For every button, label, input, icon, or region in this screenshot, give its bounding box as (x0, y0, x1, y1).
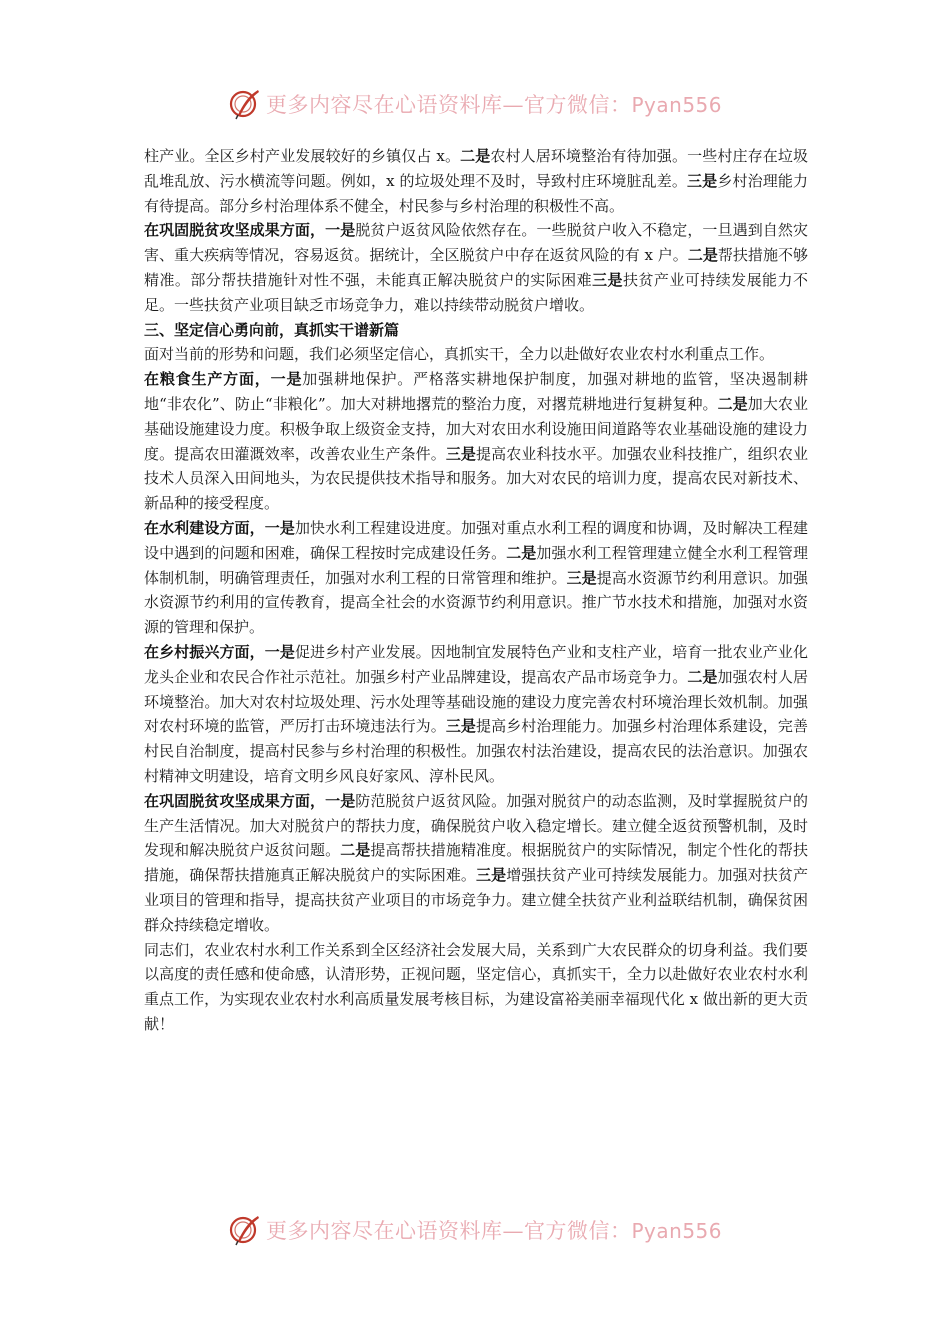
bold-run: 三是 (476, 866, 507, 885)
paragraph (144, 789, 808, 938)
quill-pen-logo-icon (228, 87, 262, 121)
bold-run: 三、坚定信心勇向前，真抓实干谱新篇 (144, 320, 400, 339)
quill-pen-logo-icon (228, 1213, 262, 1247)
paragraph (144, 938, 808, 1037)
bold-run: 在巩固脱贫攻坚成果方面，一是 (144, 221, 356, 240)
footer-banner (0, 1210, 950, 1250)
text-run: 脱贫户返贫风险依然存在。一些脱贫户收入不稳定，一旦遇到自然灾害、重大疾病等情况，容易返贫。据统计，全区脱贫户中存在返贫风险的有 x 户。 (144, 221, 808, 265)
text-run: 加强水利工程管理建立健全水利工程管理体制机制，明确管理责任，加强对水利工程的日常管理和维护。 (144, 543, 808, 587)
wechat-id: Pyan556 (631, 93, 723, 117)
bold-run: 三是 (687, 171, 718, 190)
bold-run: 二是 (687, 246, 718, 265)
paragraph (144, 367, 808, 516)
bold-run: 在巩固脱贫攻坚成果方面，一是 (144, 791, 356, 810)
banner-text: 更多内容尽在心语资料库—官方微信：Pyan556 (266, 1219, 723, 1243)
paragraph (144, 318, 808, 343)
text-run: 增强扶贫产业可持续发展能力。加强对扶贫产业项目的管理和指导，提高扶贫产业项目的市场竞争力。建立健全扶贫产业利益联结机制，确保贫困群众持续稳定增收。 (144, 866, 808, 934)
bold-run: 三是 (592, 270, 623, 289)
text-run: 促进乡村产业发展。因地制宜发展特色产业和支柱产业，培育一批农业产业化龙头企业和农民合作社示范社。加强乡村产业品牌建设，提高农产品市场竞争力。 (144, 642, 808, 686)
header-banner (0, 84, 950, 124)
text-run: 加大农业基础设施建设力度。积极争取上级资金支持，加大对农田水利设施田间道路等农业基础设施的建设力度。提高农田灌溉效率，改善农业生产条件。 (144, 394, 808, 463)
bold-run: 二是 (687, 667, 718, 686)
paragraph (144, 640, 808, 789)
text-run: 提高水资源节约利用意识。加强水资源节约利用的宣传教育，提高全社会的水资源节约利用意识。推广节水技术和措施，加强对水资源的管理和保护。 (144, 568, 808, 637)
paragraph (144, 342, 808, 367)
text-run: 加快水利工程建设进度。加强对重点水利工程的调度和协调，及时解决工程建设中遇到的问题和困难，确保工程按时完成建设任务。 (144, 518, 808, 562)
bold-run: 三是 (445, 444, 477, 463)
text-run: 提高帮扶措施精准度。根据脱贫户的实际情况，制定个性化的帮扶措施，确保帮扶措施真正解决脱贫户的实际困难。 (144, 841, 808, 885)
bold-run: 二是 (340, 841, 371, 860)
text-run: 加强农村人居环境整治。加大对农村垃圾处理、污水处理等基础设施的建设力度完善农村环境治理长效机制。加强对农村环境的监管，严厉打击环境违法行为。 (144, 667, 808, 736)
text-run: 提高乡村治理能力。加强乡村治理体系建设，完善村民自治制度，提高村民参与乡村治理的积极性。加强农村法治建设，提高农民的法治意识。加强农村精神文明建设，培育文明乡风良好家风、淳朴民风。 (144, 717, 808, 785)
text-run: 柱产业。全区乡村产业发展较好的乡镇仅占 x。 (144, 147, 461, 165)
text-run: 同志们，农业农村水利工作关系到全区经济社会发展大局，关系到广大农民群众的切身利益。我们要以高度的责任感和使命感，认清形势，正视问题，坚定信心，真抓实干，全力以赴做好农业农村水利重点工作，为实现农业农村水利高质量发展考核目标，为建设富裕美丽幸福现代化 x 做出新的更大贡献！ (144, 940, 808, 1033)
bold-run: 二是 (506, 543, 537, 562)
bold-run: 三是 (445, 717, 477, 736)
bold-run: 二是 (717, 394, 748, 413)
bold-run: 在粮食生产方面，一是 (144, 370, 303, 389)
wechat-id: Pyan556 (631, 1219, 723, 1243)
text-run: 面对当前的形势和问题，我们必须坚定信心，真抓实干，全力以赴做好农业农村水利重点工作。 (144, 345, 775, 364)
document-body (144, 144, 808, 1037)
bold-run: 在乡村振兴方面，一是 (144, 642, 295, 661)
banner-text: 更多内容尽在心语资料库—官方微信：Pyan556 (266, 93, 723, 117)
bold-run: 二是 (460, 147, 491, 165)
paragraph (144, 516, 808, 640)
text-run: 帮扶措施不够精准。部分帮扶措施针对性不强，未能真正解决脱贫户的实际困难 (144, 246, 808, 289)
paragraph (144, 218, 808, 317)
text-run: 扶贫产业可持续发展能力不足。一些扶贫产业项目缺乏市场竞争力，难以持续带动脱贫户增收。 (144, 270, 808, 314)
text-run: 农村人居环境整治有待加强。一些村庄存在垃圾乱堆乱放、污水横流等问题。例如，x 的垃圾处理不及时，导致村庄环境脏乱差。 (144, 147, 808, 190)
text-run: 乡村治理能力有待提高。部分乡村治理体系不健全，村民参与乡村治理的积极性不高。 (144, 171, 808, 215)
bold-run: 在水利建设方面，一是 (144, 518, 295, 537)
text-run: 提高农业科技水平。加强农业科技推广，组织农业技术人员深入田间地头，为农民提供技术指导和服务。加大对农民的培训力度，提高农民对新技术、新品种的接受程度。 (144, 444, 808, 513)
text-run: 防范脱贫户返贫风险。加强对脱贫户的动态监测，及时掌握脱贫户的生产生活情况。加大对脱贫户的帮扶力度，确保脱贫户收入稳定增长。建立健全返贫预警机制，及时发现和解决脱贫户返贫问题。 (144, 791, 808, 860)
bold-run: 三是 (566, 568, 597, 587)
paragraph (144, 144, 808, 218)
text-run: 加强耕地保护。严格落实耕地保护制度，加强对耕地的监管，坚决遏制耕地“非农化”、防止“非粮化”。加大对耕地撂荒的整治力度，对撂荒耕地进行复耕复种。 (144, 370, 808, 413)
